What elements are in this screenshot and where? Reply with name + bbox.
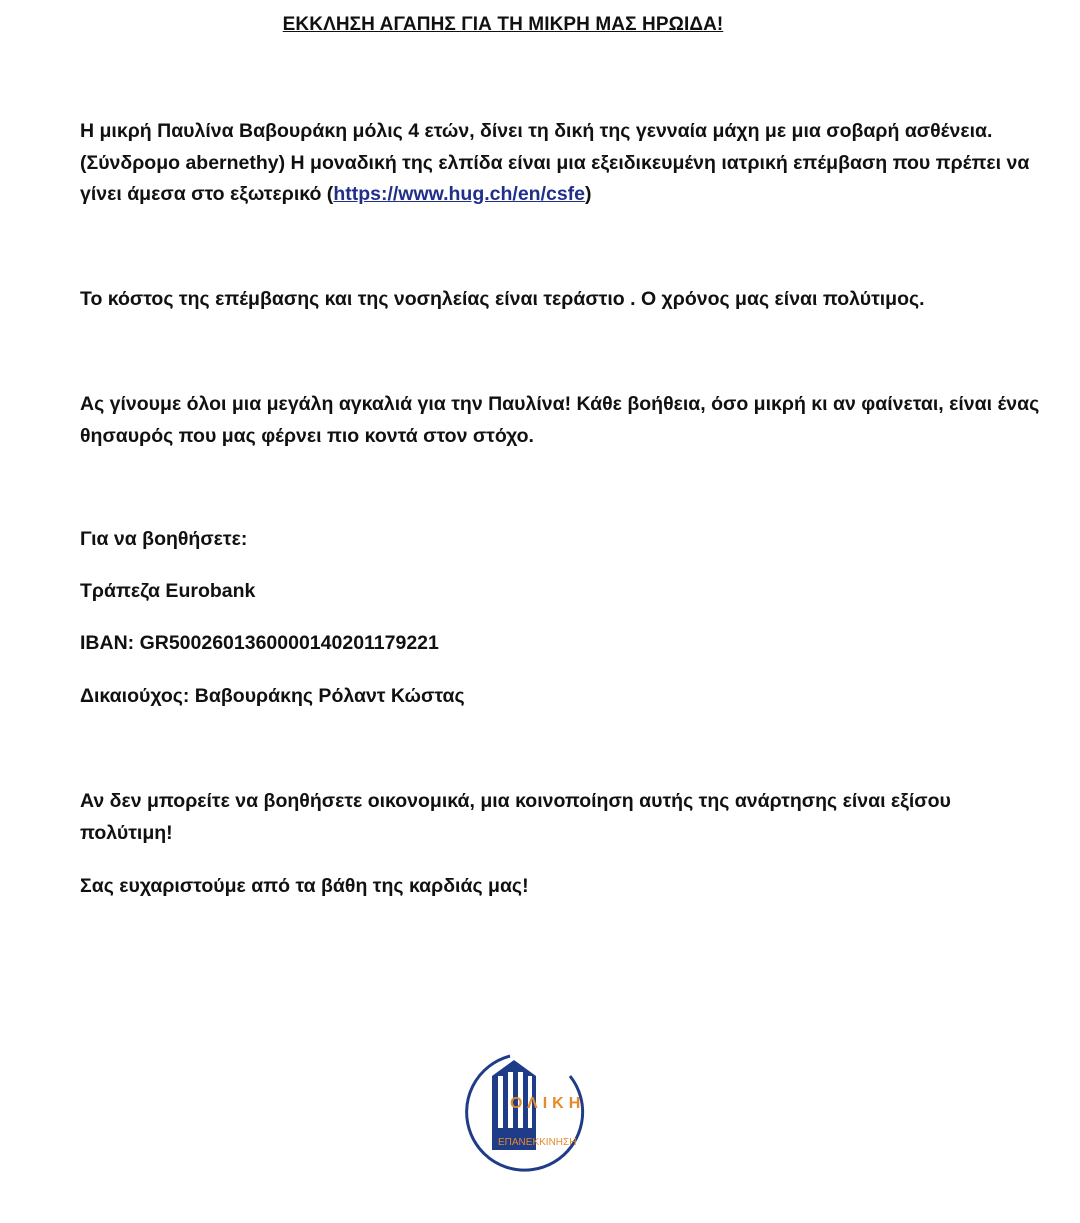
- bank-name: Τράπεζα Eurobank: [80, 580, 256, 602]
- logo-word-bottom: ΕΠΑΝΕΚΚΙΝΗΣΗ: [498, 1137, 577, 1148]
- hug-paragraph: Ας γίνουμε όλοι μια μεγάλη αγκαλιά για την Παυλίνα! Κάθε βοήθεια, όσο μικρή κι αν φαίνεται, είναι ένας θησαυρός που μας φέρνει πιο κοντά στον στόχο.: [80, 393, 1040, 447]
- intro-text-end: ): [585, 183, 592, 205]
- beneficiary: Δικαιούχος: Βαβουράκης Ρόλαντ Κώστας: [80, 685, 465, 707]
- thanks-text: Σας ευχαριστούμε από τα βάθη της καρδιάς μας!: [80, 875, 529, 897]
- intro-paragraph: [80, 116, 1048, 211]
- organization-logo: [452, 1046, 612, 1172]
- share-paragraph: Αν δεν μπορείτε να βοηθήσετε οικονομικά, μια κοινοποίηση αυτής της ανάρτησης είναι εξίσου πολύτιμη!: [80, 790, 951, 844]
- iban: IBAN: GR5002601360000140201179221: [80, 632, 439, 654]
- cost-paragraph: Το κόστος της επέμβασης και της νοσηλείας είναι τεράστιο . Ο χρόνος μας είναι πολύτιμος.: [80, 288, 925, 310]
- intro-text: Η μικρή Παυλίνα Βαβουράκη μόλις 4 ετών, δίνει τη δική της γενναία μάχη με μια σοβαρή ασθένεια.(Σύνδρομο abernethy) Η μοναδική της ελπίδα είναι μια εξειδικευμένη ιατρική επέμβαση που πρέπει να γίνει άμεσα στο εξωτερικό (: [80, 120, 1030, 205]
- help-heading: Για να βοηθήσετε:: [80, 528, 248, 550]
- hospital-link[interactable]: https://www.hug.ch/en/csfe: [333, 183, 586, 205]
- logo-word-top: ΟΛΙΚΗ: [510, 1095, 586, 1112]
- page-title: ΕΚΚΛΗΣΗ ΑΓΑΠΗΣ ΓΙΑ ΤΗ ΜΙΚΡΗ ΜΑΣ ΗΡΩΙΔΑ!: [282, 14, 724, 35]
